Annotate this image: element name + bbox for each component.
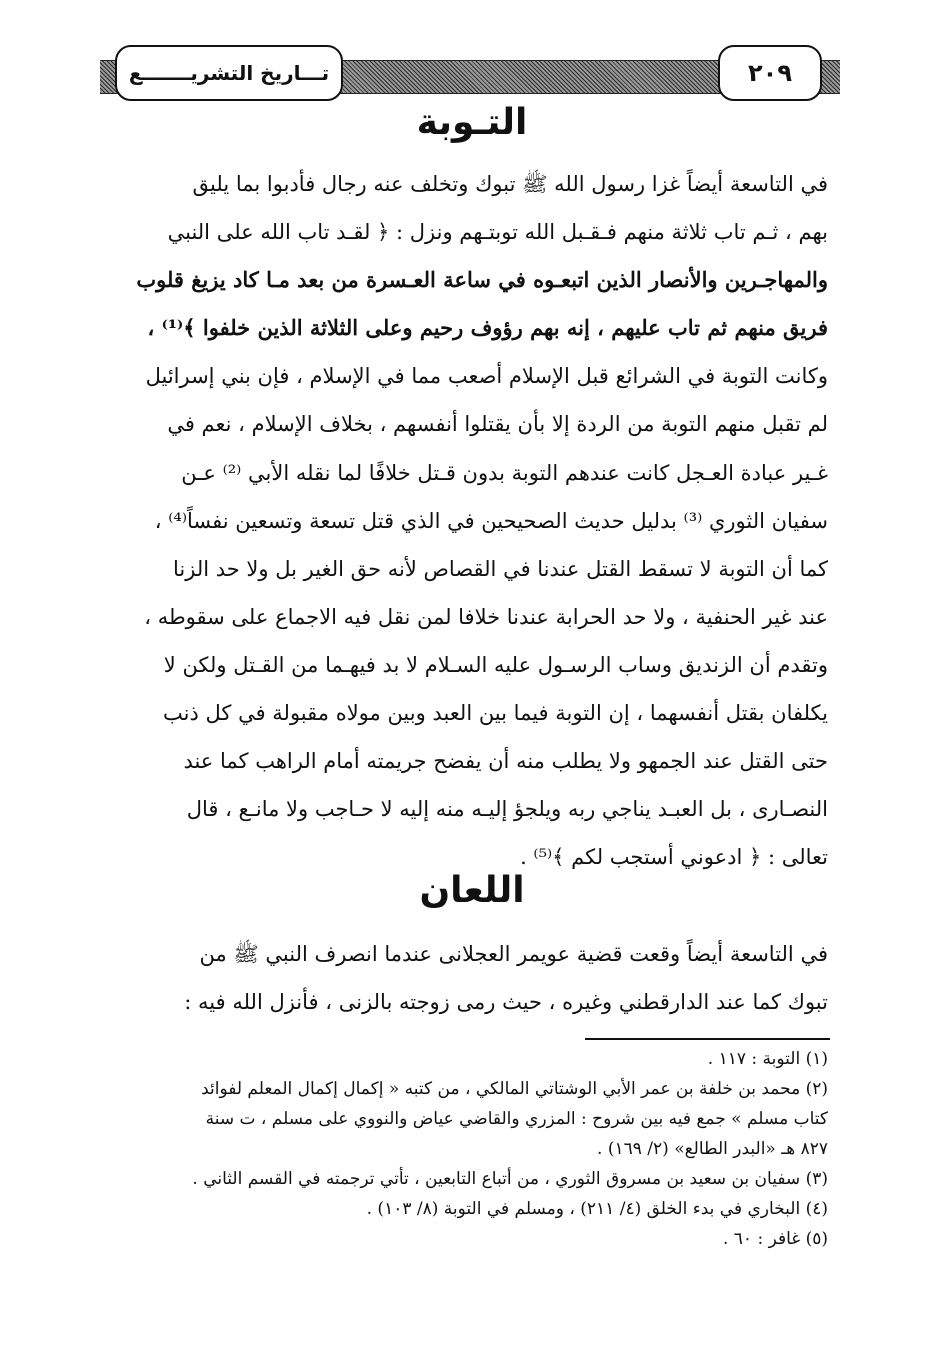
- text-line: يكلفان بقتل أنفسهما ، إن التوبة فيما بين العبد وبين مولاه مقبولة في كل ذنب: [163, 701, 828, 726]
- text-line: عند غير الحنفية ، ولا حد الحرابة عندنا خلافا لمن نقل فيه الاجماع على سقوطه ،: [144, 604, 828, 629]
- running-title: تـــاريخ التشريـــــــع: [115, 45, 343, 101]
- quran-line: تعالى : ﴿ ادعوني أستجب لكم ﴾⁽⁵⁾ .: [520, 845, 828, 870]
- text-line: لم تقبل منهم التوبة من الردة إلا بأن يقتلوا أنفسهم ، بخلاف الإسلام ، نعم في: [167, 412, 828, 437]
- text-line: بهم ، ثـم تاب ثلاثة منهم فـقـبل الله توبتـهم ونزل : ﴿ لقـد تاب الله على النبي: [167, 220, 828, 245]
- page-number: ٢٠٩: [718, 45, 822, 101]
- text-line: النصـارى ، بل العبـد يناجي ربه ويلجؤ إليـه منه إليه لا حـاجب ولا مانـع ، قال: [186, 797, 828, 822]
- footnote-5: (٥) غافر : ٦٠ .: [722, 1229, 828, 1249]
- text-line: حتى القتل عند الجمهو ولا يطلب منه أن يفضح جريمته أمام الراهب كما عند: [183, 749, 828, 774]
- footnote-3: (٣) سفيان بن سعيد بن مسروق الثوري ، من أتباع التابعين ، تأتي ترجمته في القسم الثاني .: [192, 1169, 828, 1189]
- quran-line: والمهاجـرين والأنصار الذين اتبعـوه في ساعة العـسرة من بعد مـا كاد يزيغ قلوب: [136, 267, 828, 293]
- text-line: في التاسعة أيضاً وقعت قضية عويمر العجلانى عندما انصرف النبي ﷺ من: [199, 942, 828, 966]
- footnote-4: (٤) البخاري في بدء الخلق (٤/ ٢١١) ، ومسلم في التوبة (٨/ ١٠٣) .: [366, 1199, 828, 1219]
- section-tawba-body: [104, 160, 828, 881]
- quran-line: فريق منهم ثم تاب عليهم ، إنه بهم رؤوف رحيم وعلى الثلاثة الذين خلفوا ﴾⁽¹⁾ ،: [147, 315, 828, 341]
- footnote-2-cont: ٨٢٧ هـ «البدر الطالع» (٢/ ١٦٩) .: [597, 1139, 828, 1159]
- text-line: وكانت التوبة في الشرائع قبل الإسلام أصعب مما في الإسلام ، فإن بني إسرائيل: [145, 364, 828, 389]
- footnote-divider: [585, 1038, 830, 1040]
- footnote-2: (٢) محمد بن خلفة بن عمر الأبي الوشتاتي المالكي ، من كتبه « إكمال إكمال المعلم لفوائد: [201, 1079, 828, 1099]
- text-line: غـير عبادة العـجل كانت عندهم التوبة بدون قـتل خلافًا لما نقله الأبي ⁽²⁾ عـن: [181, 460, 828, 485]
- section-title-tawba: التـوبة: [416, 102, 528, 143]
- footnote-1: (١) التوبة : ١١٧ .: [707, 1049, 828, 1069]
- text-line: في التاسعة أيضاً غزا رسول الله ﷺ تبوك وتخلف عنه رجال فأدبوا بما يليق: [192, 172, 828, 196]
- text-line: سفيان الثوري ⁽³⁾ بدليل حديث الصحيحين في الذي قتل تسعة وتسعين نفساً⁽⁴⁾ ،: [154, 508, 828, 533]
- section-title-lian: اللعان: [419, 870, 525, 911]
- text-line: وتقدم أن الزنديق وساب الرسـول عليه السـلام لا بد فيهـما من القـتل ولكن لا: [163, 652, 828, 677]
- text-line: تبوك كما عند الدارقطني وغيره ، حيث رمى زوجته بالزنى ، فأنزل الله فيه :: [184, 990, 828, 1015]
- section-lian-body: [104, 930, 828, 1026]
- footnotes: [104, 1044, 828, 1254]
- text-line: كما أن التوبة لا تسقط القتل عندنا في القصاص لأنه حق الغير بل ولا حد الزنا: [173, 556, 828, 581]
- footnote-2-cont: كتاب مسلم » جمع فيه بين شروح : المزري والقاضي عياض والنووي على مسلم ، ت سنة: [205, 1109, 828, 1129]
